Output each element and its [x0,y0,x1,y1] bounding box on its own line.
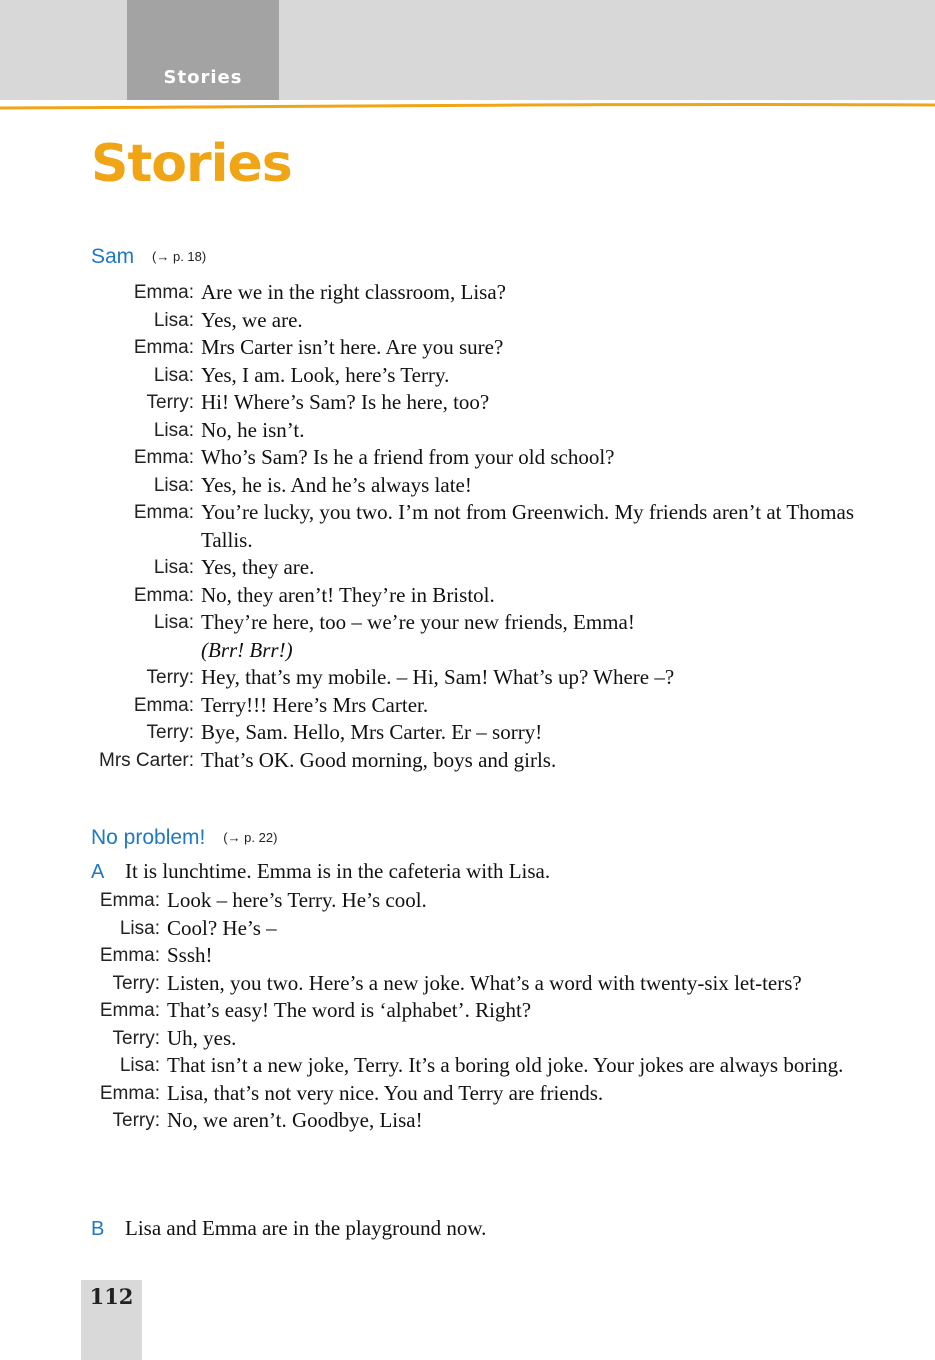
dialogue-line [91,417,871,445]
section-tab-label: Stories [163,67,243,88]
dialogue-line [91,637,871,665]
dialogue-line [91,499,871,554]
speaker-name: Emma: [133,447,194,468]
line-text: They’re here, too – we’re your new friends, Emma! [201,610,635,634]
line-text: No, he isn’t. [201,417,305,442]
scene-text: It is lunchtime. Emma is in the cafeteria with Lisa. [125,859,551,883]
page-reference: (→ p. 22) [223,830,278,845]
line-text: (Brr! Brr!) [201,637,293,662]
scene-a [91,859,550,884]
section-heading-sam [91,245,206,269]
speaker-name: Lisa: [153,612,194,633]
speaker-name: Emma: [133,502,194,523]
section-heading-no-problem [91,826,277,850]
dialogue-line [91,609,871,637]
scene-text: Lisa and Emma are in the playground now. [125,1216,487,1240]
line-text: No, we aren’t. Goodbye, Lisa! [167,1108,423,1132]
dialogue-line [91,472,871,500]
speaker-name [91,637,201,665]
page-title: Stories [91,134,292,194]
scene-letter: B [91,1218,105,1240]
speaker-name: Mrs Carter: [99,749,194,771]
line-text: Sssh! [167,943,213,967]
speaker-name: Terry: [112,1110,160,1131]
dialogue-line [91,942,871,970]
line-text: Yes, they are. [201,555,315,579]
line-text: No, they aren’t! They’re in Bristol. [201,582,495,607]
dialogue-line [91,307,871,335]
speaker-name: Terry: [146,392,194,413]
dialogue-line [91,747,871,775]
line-text: Hi! Where’s Sam? Is he here, too? [201,390,490,414]
dialogue-line [91,389,871,417]
speaker-name: Lisa: [119,1055,160,1076]
line-text: Are we in the right classroom, Lisa? [201,280,506,304]
dialogue-line [91,997,871,1025]
speaker-name: Terry: [112,972,160,994]
header-orange-rule [0,100,935,110]
dialogue-line [91,362,871,390]
dialogue-line [91,582,871,610]
speaker-name: Emma: [133,694,194,716]
dialogue-line [91,444,871,472]
line-text: That’s easy! The word is ‘alphabet’. Right? [167,998,532,1022]
line-text: Uh, yes. [167,1025,237,1050]
line-text: Cool? He’s – [167,915,277,940]
section-tab [127,0,279,100]
speaker-name: Lisa: [153,419,194,441]
dialogue-no-problem [91,887,871,1135]
speaker-name: Emma: [133,282,194,303]
section-title: No problem! [91,826,206,849]
dialogue-line [91,1025,871,1053]
speaker-name: Terry: [146,722,194,743]
line-text: Hey, that’s my mobile. – Hi, Sam! What’s up? Where –? [201,665,675,689]
line-text: Yes, we are. [201,307,303,332]
speaker-name: Emma: [133,584,194,606]
line-text: You’re lucky, you two. I’m not from Greenwich. My friends aren’t at Thomas Tallis. [201,500,855,552]
section-title: Sam [91,245,135,268]
line-text: That’s OK. Good morning, boys and girls. [201,747,557,772]
line-text: Who’s Sam? Is he a friend from your old school? [201,445,615,469]
line-text: Mrs Carter isn’t here. Are you sure? [201,335,504,359]
speaker-name: Emma: [99,890,160,911]
line-text: Yes, he is. And he’s always late! [201,472,472,497]
speaker-name: Lisa: [153,557,194,578]
dialogue-line [91,970,871,998]
dialogue-line [91,554,871,582]
speaker-name: Lisa: [153,474,194,496]
line-text: Bye, Sam. Hello, Mrs Carter. Er – sorry! [201,720,543,744]
page-reference: (→ p. 18) [152,249,207,264]
line-text: Terry!!! Here’s Mrs Carter. [201,692,429,717]
dialogue-line [91,692,871,720]
dialogue-line [91,664,871,692]
speaker-name: Emma: [99,945,160,966]
line-text: Listen, you two. Here’s a new joke. What’s a word with twenty-six let-ters? [167,970,802,995]
speaker-name: Terry: [146,667,194,688]
speaker-name: Lisa: [153,364,194,386]
speaker-name: Lisa: [119,917,160,939]
speaker-name: Emma: [133,337,194,358]
line-text: That isn’t a new joke, Terry. It’s a boring old joke. Your jokes are always boring. [167,1053,844,1077]
speaker-name: Emma: [99,1082,160,1104]
dialogue-line [91,279,871,307]
speaker-name: Terry: [112,1027,160,1049]
dialogue-line [91,887,871,915]
dialogue-line [91,915,871,943]
page-number-box [81,1280,142,1360]
dialogue-line [91,719,871,747]
scene-letter: A [91,861,105,883]
dialogue-line [91,1107,871,1135]
speaker-name: Lisa: [153,309,194,331]
dialogue-line [91,1052,871,1080]
dialogue-line [91,1080,871,1108]
line-text: Lisa, that’s not very nice. You and Terry are friends. [167,1080,604,1105]
dialogue-sam [91,279,871,774]
speaker-name: Emma: [99,1000,160,1021]
line-text: Look – here’s Terry. He’s cool. [167,888,427,912]
line-text: Yes, I am. Look, here’s Terry. [201,362,450,387]
page-number: 112 [89,1284,134,1309]
scene-b [91,1216,486,1241]
dialogue-line [91,334,871,362]
